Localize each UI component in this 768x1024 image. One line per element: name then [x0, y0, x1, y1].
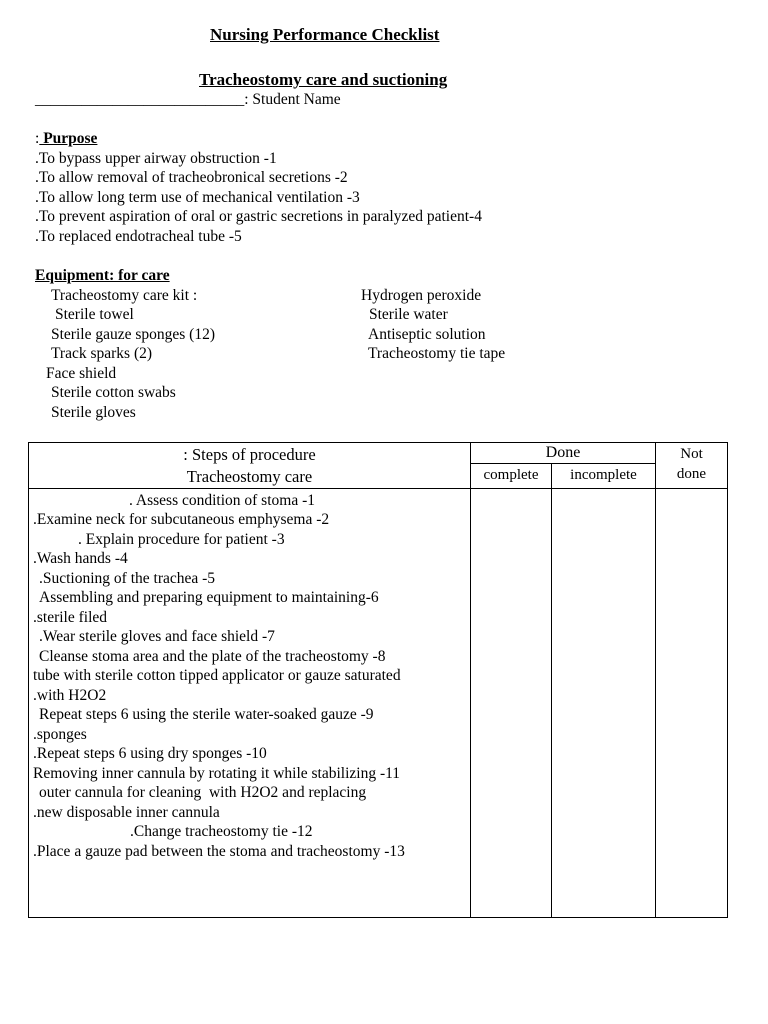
not-label: Not	[680, 446, 703, 462]
complete-column-cell[interactable]	[471, 489, 552, 918]
equipment-item: Sterile gauze sponges (12)	[51, 326, 215, 343]
incomplete-header-cell	[552, 464, 656, 489]
steps-header-subtitle: Tracheostomy care	[186, 467, 313, 486]
student-name-field[interactable]: ___________________________: Student Name	[35, 91, 341, 108]
step-item: Cleanse stoma area and the plate of the tracheostomy -8	[39, 648, 386, 665]
purpose-prefix: :	[35, 130, 40, 147]
purpose-item: .To bypass upper airway obstruction -1	[35, 150, 277, 167]
equipment-item: Tracheostomy tie tape	[368, 345, 506, 362]
done-header-cell	[471, 443, 656, 464]
equipment-heading: Equipment: for care	[35, 267, 170, 284]
document-subtitle: Tracheostomy care and suctioning	[199, 70, 448, 89]
purpose-heading	[35, 129, 97, 148]
step-item: .sterile filed	[33, 609, 108, 626]
done-label: done	[676, 466, 707, 482]
step-item: .Suctioning of the trachea -5	[39, 570, 216, 587]
step-item: Assembling and preparing equipment to maintaining-6	[39, 589, 379, 606]
not-done-column-cell[interactable]	[656, 489, 728, 918]
document-title: Nursing Performance Checklist	[210, 25, 440, 44]
procedure-checklist-table	[28, 442, 728, 918]
purpose-item: .To allow removal of tracheobronical secretions -2	[35, 169, 348, 186]
equipment-item: Hydrogen peroxide	[361, 287, 482, 304]
step-item: .with H2O2	[33, 687, 107, 704]
incomplete-header: incomplete	[570, 467, 637, 484]
step-item: Removing inner cannula by rotating it while stabilizing -11	[33, 765, 401, 782]
step-item: . Assess condition of stoma -1	[129, 492, 315, 509]
equipment-item: Antiseptic solution	[368, 326, 486, 343]
complete-header-cell	[471, 464, 552, 489]
not-done-header-cell	[656, 443, 728, 489]
equipment-item: Track sparks (2)	[51, 345, 153, 362]
steps-header-cell	[29, 443, 471, 489]
purpose-title: Purpose	[39, 130, 98, 147]
steps-header-title: : Steps of procedure	[183, 445, 316, 464]
purpose-item: .To replaced endotracheal tube -5	[35, 228, 242, 245]
step-item: .Examine neck for subcutaneous emphysema -2	[33, 511, 330, 528]
step-item: .Change tracheostomy tie -12	[130, 823, 313, 840]
equipment-item: Sterile cotton swabs	[51, 384, 176, 401]
steps-list	[29, 489, 471, 918]
equipment-item: Sterile gloves	[51, 404, 136, 421]
purpose-item: .To prevent aspiration of oral or gastric secretions in paralyzed patient-4	[35, 208, 482, 225]
done-header: Done	[545, 444, 581, 461]
step-item: . Explain procedure for patient -3	[78, 531, 285, 548]
step-item: outer cannula for cleaning with H2O2 and replacing	[39, 784, 367, 801]
equipment-item: Tracheostomy care kit :	[51, 287, 198, 304]
complete-header: complete	[483, 467, 539, 484]
purpose-item: .To allow long term use of mechanical ventilation -3	[35, 189, 360, 206]
step-item: .Place a gauze pad between the stoma and tracheostomy -13	[33, 843, 405, 860]
step-item: Repeat steps 6 using the sterile water-soaked gauze -9	[39, 706, 374, 723]
incomplete-column-cell[interactable]	[552, 489, 656, 918]
equipment-item: Sterile water	[369, 306, 448, 323]
equipment-item: Face shield	[46, 365, 117, 382]
step-item: .new disposable inner cannula	[33, 804, 220, 821]
step-item: .Wear sterile gloves and face shield -7	[39, 628, 275, 645]
equipment-item: Sterile towel	[55, 306, 134, 323]
step-item: .Wash hands -4	[33, 550, 128, 567]
step-item: .sponges	[33, 726, 87, 743]
step-item: .Repeat steps 6 using dry sponges -10	[33, 745, 267, 762]
step-item: tube with sterile cotton tipped applicator or gauze saturated	[33, 667, 401, 684]
